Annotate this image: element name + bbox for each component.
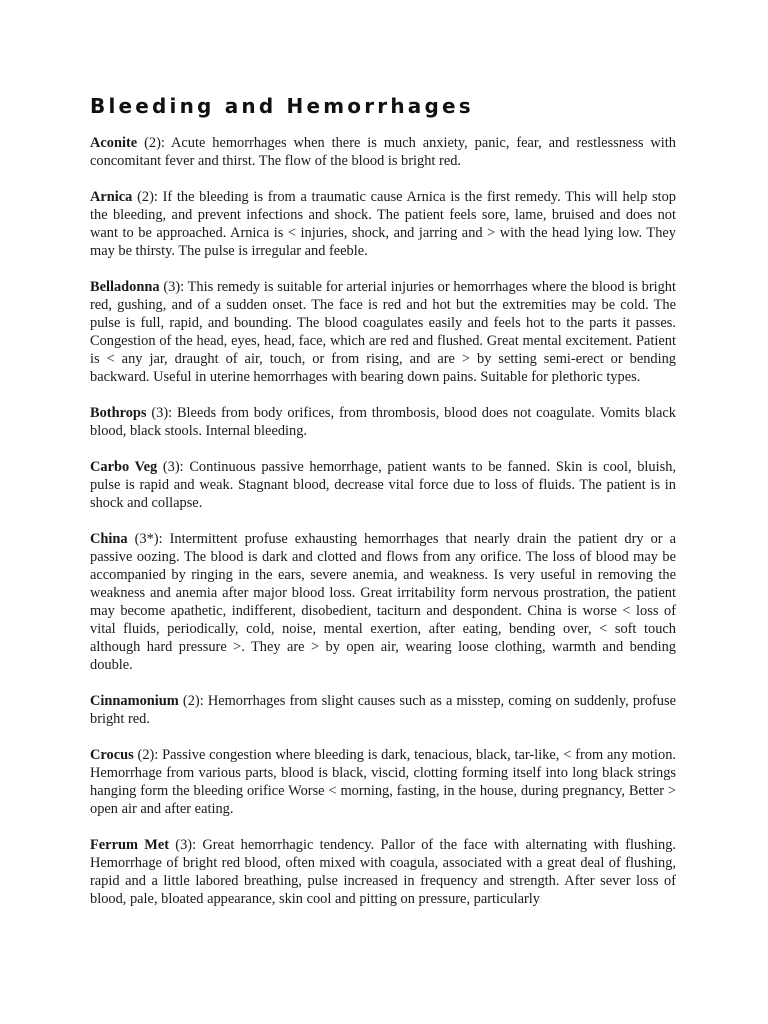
- remedy-name: China: [90, 531, 128, 547]
- remedy-entry-crocus: [90, 746, 676, 818]
- remedy-entry-arnica: [90, 188, 676, 260]
- remedy-entry-aconite: [90, 134, 676, 170]
- remedy-description: (2): Hemorrhages from slight causes such as a misstep, coming on suddenly, profuse bright red.: [90, 693, 676, 727]
- remedy-name: Crocus: [90, 747, 134, 763]
- remedy-name: Bothrops: [90, 405, 147, 421]
- remedy-description: (2): Acute hemorrhages when there is much anxiety, panic, fear, and restlessness with concomitant fever and thirst. The flow of the blood is bright red.: [90, 135, 676, 169]
- remedy-name: Carbo Veg: [90, 459, 158, 475]
- remedy-description: (3): This remedy is suitable for arterial injuries or hemorrhages where the blood is bright red, gushing, and of a sudden onset. The face is red and hot but the extremities may be cold. The pulse is full, rapid, and bounding. The blood coagulates easily and feels hot to the parts it passes. Congestion of the head, eyes, head, face, which are red and flushed. Great mental excitement. Patient is < any jar, draught of air, touch, or from rising, and are > by setting semi-erect or bending backward. Useful in uterine hemorrhages with bearing down pains. Suitable for plethoric types.: [90, 279, 676, 385]
- remedy-description: (3*): Intermittent profuse exhausting hemorrhages that nearly drain the patient dry or a passive oozing. The blood is dark and clotted and flows from any orifice. The loss of blood may be accompanied by ringing in the ears, severe anemia, and weakness. Is very useful in removing the weakness and anemia after major blood loss. Great irritability form nervous prostration, the patient may become apathetic, indifferent, disobedient, taciturn and despondent. China is worse < loss of vital fluids, periodically, cold, noise, mental exertion, after eating, bending over, < soft touch although hard pressure >. They are > by open air, wearing loose clothing, warmth and bending double.: [90, 531, 676, 673]
- remedy-description: (3): Bleeds from body orifices, from thrombosis, blood does not coagulate. Vomits black blood, black stools. Internal bleeding.: [90, 405, 676, 439]
- remedy-name: Aconite: [90, 135, 138, 151]
- remedy-name: Arnica: [90, 189, 133, 205]
- document-page: [90, 92, 676, 926]
- remedy-name: Belladonna: [90, 279, 160, 295]
- remedy-description: (3): Continuous passive hemorrhage, patient wants to be fanned. Skin is cool, bluish, pulse is rapid and weak. Stagnant blood, decrease vital force due to loss of fluids. The patient is in shock and collapse.: [90, 459, 676, 511]
- remedy-entry-carbo-veg: [90, 458, 676, 512]
- remedy-entry-belladonna: [90, 278, 676, 386]
- remedy-entry-cinnamonium: [90, 692, 676, 728]
- remedy-entry-china: [90, 530, 676, 674]
- page-title: Bleeding and Hemorrhages: [90, 94, 474, 118]
- remedy-entry-ferrum-met: [90, 836, 676, 908]
- remedy-description: (2): Passive congestion where bleeding is dark, tenacious, black, tar-like, < from any motion. Hemorrhage from various parts, blood is black, viscid, clotting forming itself into long black strings hanging form the bleeding orifice Worse < morning, fasting, in the house, during pregnancy, Better > open air and after eating.: [90, 747, 676, 817]
- remedy-name: Cinnamonium: [90, 693, 179, 709]
- remedy-name: Ferrum Met: [90, 837, 170, 853]
- remedy-description: (3): Great hemorrhagic tendency. Pallor of the face with alternating with flushing. Hemorrhage of bright red blood, often mixed with coagula, associated with a great deal of flushing, rapid and a little labored breathing, pulse increased in frequency and strength. After sever loss of blood, pale, bloated appearance, skin cool and pitting on pressure, particularly: [90, 837, 676, 907]
- remedy-description: (2): If the bleeding is from a traumatic cause Arnica is the first remedy. This will help stop the bleeding, and prevent infections and shock. The patient feels sore, lame, bruised and does not want to be approached. Arnica is < injuries, shock, and jarring and > with the head lying low. They may be thirsty. The pulse is irregular and feeble.: [90, 189, 676, 259]
- remedy-entry-bothrops: [90, 404, 676, 440]
